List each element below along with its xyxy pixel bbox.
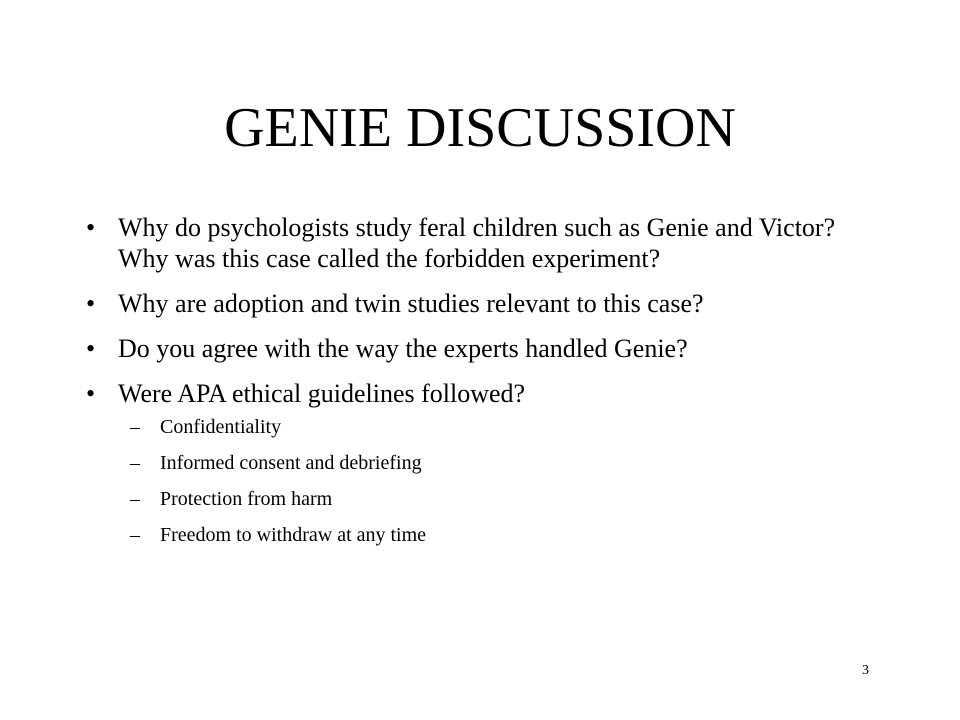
bullet-item [86,288,886,319]
bullet-text: Why do psychologists study feral children such as Genie and Victor? Why was this case called the forbidden experiment? [118,213,836,273]
sub-bullet-text: Freedom to withdraw at any time [160,524,427,546]
sub-bullet-item [130,415,886,439]
bullet-text: Why are adoption and twin studies relevant to this case? [118,289,704,318]
bullet-marker: • [86,213,96,242]
bullet-item [86,378,886,409]
sub-bullet-text: Confidentiality [160,416,282,438]
sub-bullet-marker: – [130,524,140,546]
sub-bullet-item [130,487,886,511]
sub-bullet-marker: – [130,452,140,474]
sub-bullet-group [86,415,886,547]
sub-bullet-text: Protection from harm [160,488,333,510]
bullet-marker: • [86,289,96,318]
sub-bullet-marker: – [130,416,140,438]
sub-bullet-text: Informed consent and debriefing [160,452,422,474]
bullet-text: Do you agree with the way the experts handled Genie? [118,334,688,363]
slide-title: GENIE DISCUSSION [224,97,736,159]
bullet-item [86,333,886,364]
bullet-text: Were APA ethical guidelines followed? [118,379,526,408]
sub-bullet-item [130,523,886,547]
sub-bullet-item [130,451,886,475]
bullet-item [86,212,886,274]
bullet-marker: • [86,379,96,408]
page-number: 3 [862,663,869,678]
bullet-list [86,212,886,559]
sub-bullet-marker: – [130,488,140,510]
sub-bullet-list [86,415,886,547]
bullet-marker: • [86,334,96,363]
